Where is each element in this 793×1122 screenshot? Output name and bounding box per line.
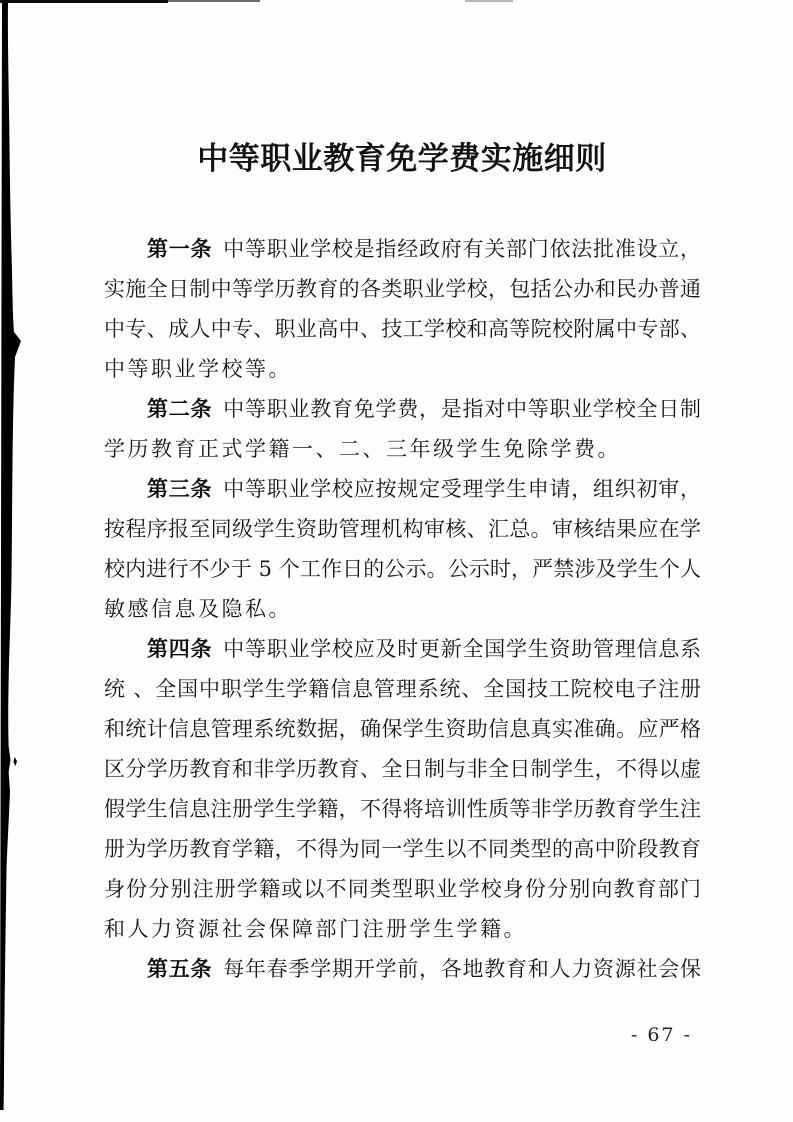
scan-artifact-left-edge	[0, 0, 30, 1122]
article-3	[104, 469, 701, 629]
article-term: 第五条	[147, 957, 213, 981]
page-number: - 67 -	[630, 1024, 692, 1046]
scan-smudge-segment	[465, 0, 513, 2]
article-line: 校内进行不少于 5 个工作日的公示。公示时，严禁涉及学生个人	[104, 557, 701, 581]
scan-smudge-segment	[0, 0, 168, 3]
article-line	[104, 389, 701, 429]
document-title: 中等职业教育免学费实施细则	[197, 141, 607, 177]
article-text: 中等职业学校应按规定受理学生申请，组织初审，	[223, 477, 701, 501]
article-term: 第四条	[147, 637, 213, 661]
article-text: 中等职业学校是指经政府有关部门依法批准设立，	[223, 237, 701, 261]
article-5	[104, 949, 701, 989]
article-line: 学历教育正式学籍一、二、三年级学生免除学费。	[104, 437, 621, 461]
article-line: 身份分别注册学籍或以不同类型职业学校身份分别向教育部门	[104, 877, 701, 901]
article-text: 中等职业教育免学费，是指对中等职业学校全日制	[223, 397, 701, 421]
article-term: 第三条	[147, 477, 213, 501]
article-term: 第一条	[147, 237, 213, 261]
scan-smudge-segment	[168, 0, 260, 2]
article-term: 第二条	[147, 397, 213, 421]
article-line: 中专、成人中专、职业高中、技工学校和高等院校附属中专部、	[104, 317, 701, 341]
article-line: 册为学历教育学籍，不得为同一学生以不同类型的高中阶段教育	[104, 837, 701, 861]
article-line	[104, 229, 701, 269]
article-text: 每年春季学期开学前，各地教育和人力资源社会保	[223, 957, 701, 981]
article-line: 统 、全国中职学生学籍信息管理系统、全国技工院校电子注册	[104, 677, 701, 701]
article-line	[104, 949, 701, 989]
article-1	[104, 229, 701, 389]
article-line: 敏感信息及隐私。	[104, 597, 292, 621]
article-4	[104, 629, 701, 949]
article-line: 实施全日制中等学历教育的各类职业学校，包括公办和民办普通	[104, 277, 701, 301]
article-line: 按程序报至同级学生资助管理机构审核、汇总。审核结果应在学	[104, 517, 701, 541]
article-line: 和人力资源社会保障部门注册学生学籍。	[104, 917, 527, 941]
article-line	[104, 629, 701, 669]
article-line: 区分学历教育和非学历教育、全日制与非全日制学生，不得以虚	[104, 757, 701, 781]
article-line: 和统计信息管理系统数据，确保学生资助信息真实准确。应严格	[104, 717, 701, 741]
article-line	[104, 469, 701, 509]
document-body	[104, 229, 701, 989]
article-text: 中等职业学校应及时更新全国学生资助管理信息系	[223, 637, 701, 661]
article-line: 假学生信息注册学生学籍，不得将培训性质等非学历教育学生注	[104, 797, 701, 821]
article-line: 中等职业学校等。	[104, 357, 292, 381]
article-2	[104, 389, 701, 469]
